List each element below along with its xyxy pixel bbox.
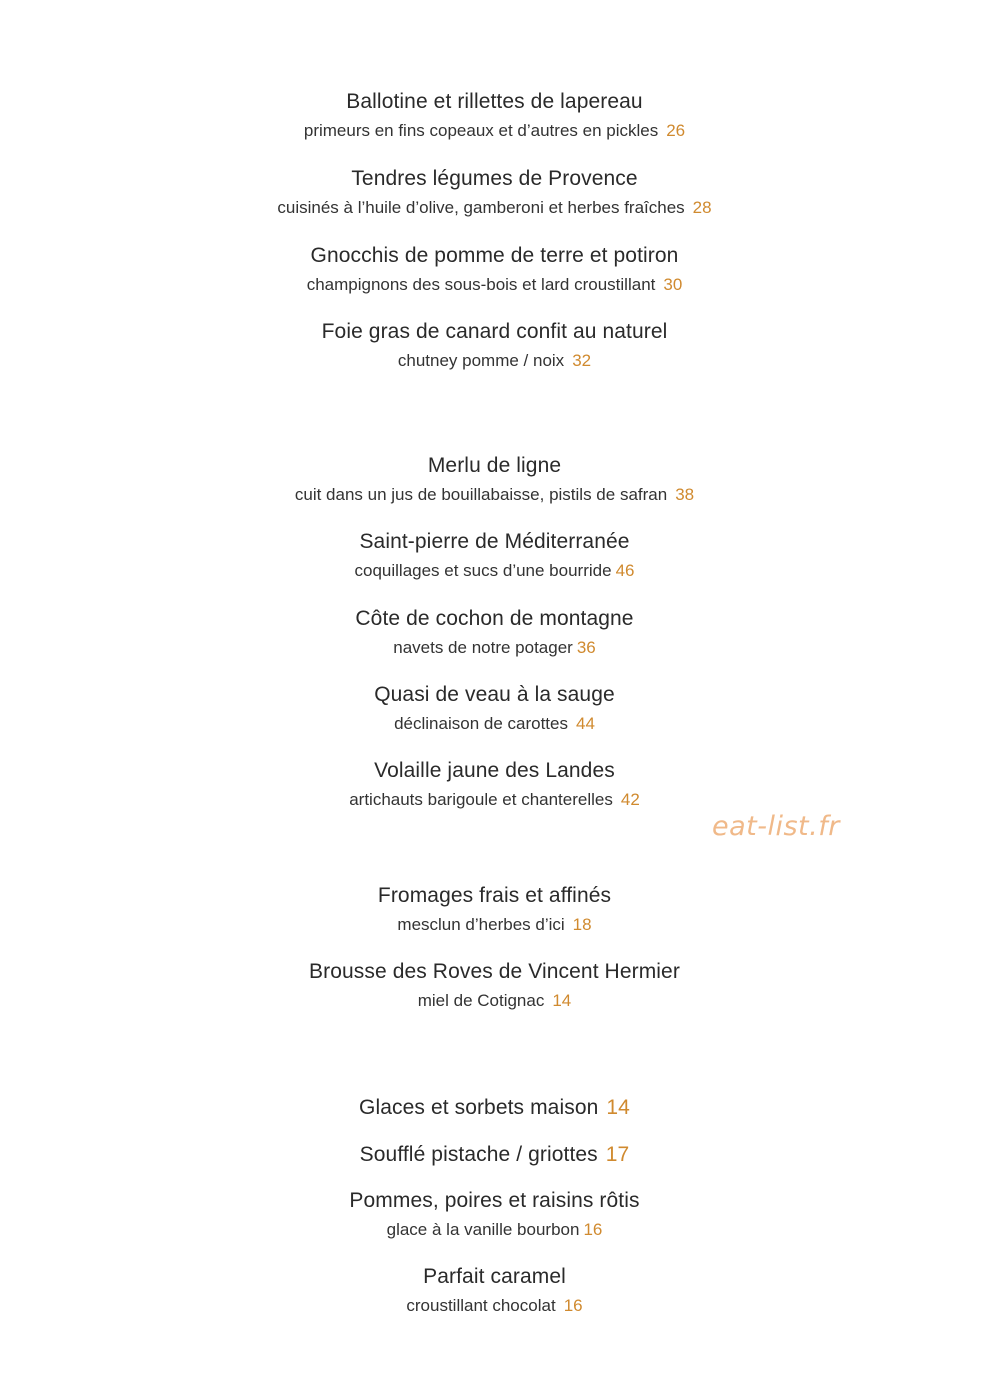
dish-description: artichauts barigoule et chanterelles xyxy=(349,790,613,809)
dish-description-line xyxy=(0,990,989,1012)
dish-description-line xyxy=(0,1219,989,1241)
menu-item xyxy=(0,883,989,936)
dish-title: Merlu de ligne xyxy=(427,454,562,477)
watermark: eat-list.fr xyxy=(712,811,840,842)
dish-description-line xyxy=(0,789,989,811)
dish-price: 44 xyxy=(575,714,595,733)
dish-price: 14 xyxy=(552,991,572,1010)
dish-price: 36 xyxy=(576,638,596,657)
dish-description: navets de notre potager xyxy=(393,638,573,657)
dish-price: 14 xyxy=(606,1096,630,1119)
dish-description-line xyxy=(0,637,989,659)
menu-item xyxy=(0,1095,989,1121)
dish-description-line xyxy=(0,914,989,936)
dish-price: 38 xyxy=(675,485,695,504)
dish-description-line xyxy=(0,560,989,582)
dish-description-line xyxy=(0,197,989,219)
dish-title: Soufflé pistache / griottes xyxy=(359,1143,598,1166)
dish-description: chutney pomme / noix xyxy=(397,351,565,370)
menu-item xyxy=(0,529,989,582)
menu-item xyxy=(0,682,989,735)
dish-title: Côte de cochon de montagne xyxy=(355,607,634,630)
menu-item xyxy=(0,243,989,296)
dish-description-line xyxy=(0,120,989,142)
menu-item xyxy=(0,959,989,1012)
dish-price: 26 xyxy=(666,121,686,140)
dish-description: cuisinés à l’huile d’olive, gamberoni et herbes fraîches xyxy=(277,198,685,217)
dish-title: Fromages frais et affinés xyxy=(377,884,612,907)
dish-title: Parfait caramel xyxy=(423,1265,566,1288)
dish-description-line xyxy=(0,274,989,296)
dish-title: Pommes, poires et raisins rôtis xyxy=(349,1189,640,1212)
dish-description: croustillant chocolat xyxy=(406,1296,556,1315)
dish-description: miel de Cotignac xyxy=(417,991,545,1010)
menu-item xyxy=(0,89,989,142)
dish-description-line xyxy=(0,484,989,506)
dish-description: cuit dans un jus de bouillabaisse, pistils de safran xyxy=(294,485,668,504)
dish-description: mesclun d’herbes d’ici xyxy=(397,915,565,934)
dish-title: Tendres légumes de Provence xyxy=(351,167,638,190)
dish-description-line xyxy=(0,1295,989,1317)
menu-item xyxy=(0,319,989,372)
menu-item xyxy=(0,166,989,219)
dish-title: Quasi de veau à la sauge xyxy=(374,683,615,706)
dish-price: 18 xyxy=(572,915,592,934)
dish-price: 30 xyxy=(663,275,683,294)
dish-title-line xyxy=(0,1142,989,1168)
dish-description: champignons des sous-bois et lard croustillant xyxy=(306,275,656,294)
dish-title: Brousse des Roves de Vincent Hermier xyxy=(309,960,680,983)
menu-item xyxy=(0,1142,989,1168)
menu-item xyxy=(0,1188,989,1241)
dish-price: 42 xyxy=(620,790,640,809)
menu-item xyxy=(0,453,989,506)
dish-description: glace à la vanille bourbon xyxy=(386,1220,580,1239)
dish-title: Saint-pierre de Méditerranée xyxy=(359,530,630,553)
dish-price: 28 xyxy=(692,198,712,217)
menu-item xyxy=(0,758,989,811)
dish-title: Ballotine et rillettes de lapereau xyxy=(346,90,643,113)
dish-price: 32 xyxy=(572,351,592,370)
dish-title: Volaille jaune des Landes xyxy=(374,759,615,782)
dish-price: 17 xyxy=(605,1143,630,1166)
dish-price: 16 xyxy=(583,1220,603,1239)
menu-item xyxy=(0,1264,989,1317)
dish-title: Foie gras de canard confit au naturel xyxy=(321,320,668,343)
dish-title: Glaces et sorbets maison xyxy=(359,1096,599,1119)
dish-price: 16 xyxy=(563,1296,583,1315)
dish-description: déclinaison de carottes xyxy=(394,714,568,733)
dish-price: 46 xyxy=(615,561,635,580)
dish-description-line xyxy=(0,713,989,735)
dish-title-line xyxy=(0,1095,989,1121)
dish-description: coquillages et sucs d’une bourride xyxy=(354,561,612,580)
dish-description: primeurs en fins copeaux et d’autres en pickles xyxy=(303,121,659,140)
dish-description-line xyxy=(0,350,989,372)
menu-item xyxy=(0,606,989,659)
dish-title: Gnocchis de pomme de terre et potiron xyxy=(310,244,679,267)
